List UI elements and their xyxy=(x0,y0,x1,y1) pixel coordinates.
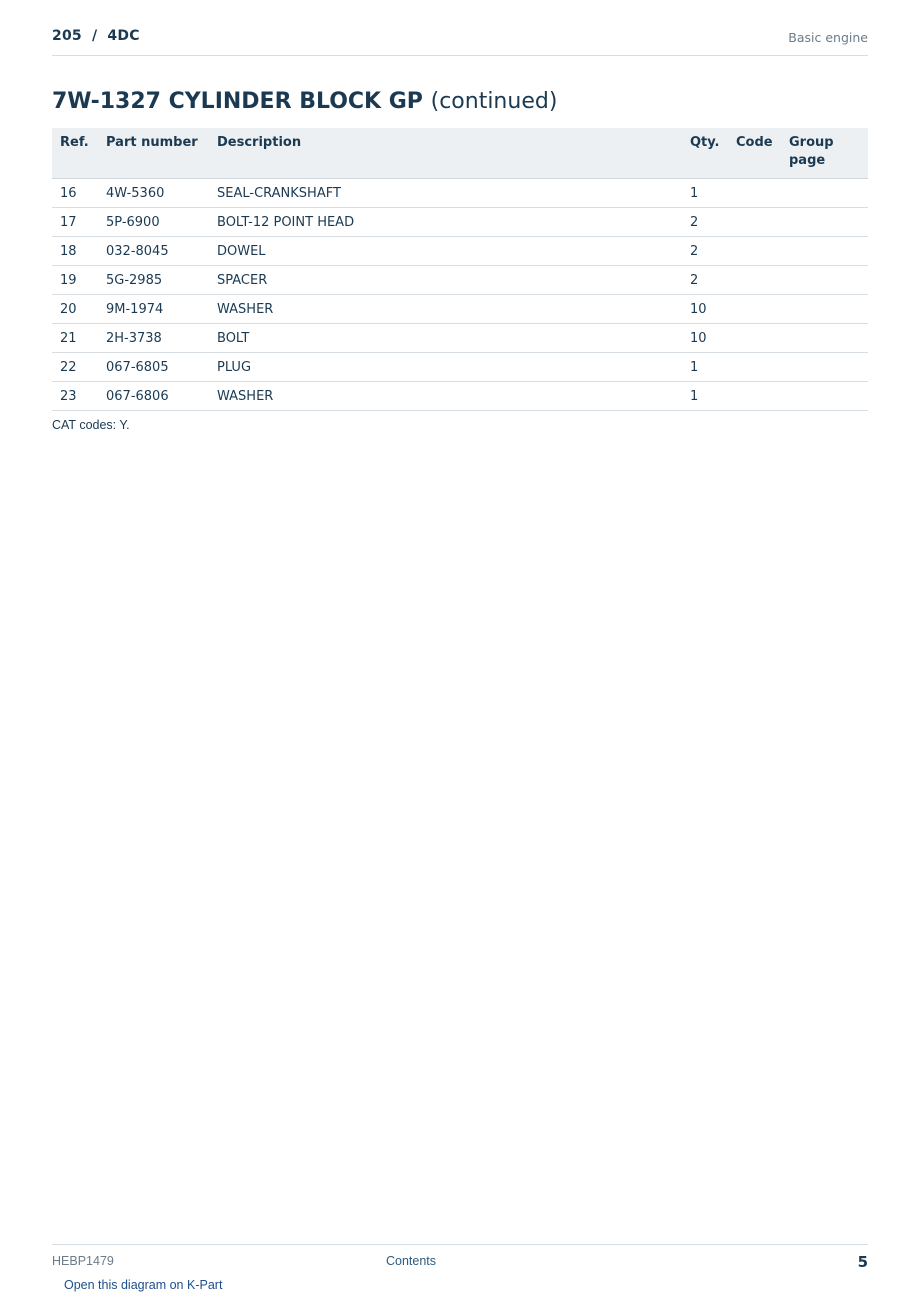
cell-ref: 19 xyxy=(52,266,98,295)
cell-group-page xyxy=(781,353,868,382)
table-row xyxy=(52,179,868,208)
cell-ref: 17 xyxy=(52,208,98,237)
cell-part-number: 5P-6900 xyxy=(98,208,209,237)
cell-description: SPACER xyxy=(209,266,682,295)
cell-ref: 16 xyxy=(52,179,98,208)
cell-ref: 22 xyxy=(52,353,98,382)
column-header-qty xyxy=(682,128,728,179)
cell-qty: 10 xyxy=(682,324,728,353)
cell-part-number: 9M-1974 xyxy=(98,295,209,324)
cell-code xyxy=(728,179,781,208)
table-row xyxy=(52,266,868,295)
cell-description: DOWEL xyxy=(209,237,682,266)
page-footer xyxy=(52,1244,868,1301)
section-breadcrumb: 205 / 4DC xyxy=(52,28,140,44)
parts-table xyxy=(52,128,868,411)
column-header-code: Code xyxy=(728,128,781,179)
cell-part-number: 5G-2985 xyxy=(98,266,209,295)
document-id: HEBP1479 xyxy=(52,1254,114,1268)
table-row xyxy=(52,237,868,266)
cell-qty: 2 xyxy=(682,208,728,237)
table-row xyxy=(52,382,868,411)
assembly-title: 7W-1327 CYLINDER BLOCK GP xyxy=(52,89,423,114)
cell-ref: 23 xyxy=(52,382,98,411)
cell-group-page xyxy=(781,208,868,237)
page-number: 5 xyxy=(857,1253,868,1271)
cell-code xyxy=(728,382,781,411)
cell-qty: 1 xyxy=(682,382,728,411)
cell-qty: 1 xyxy=(682,179,728,208)
column-header-part-number: Part number xyxy=(98,128,209,179)
table-row xyxy=(52,208,868,237)
cell-part-number: 032-8045 xyxy=(98,237,209,266)
column-header-group-page: Group page xyxy=(781,128,868,179)
cell-description: WASHER xyxy=(209,295,682,324)
cell-group-page xyxy=(781,237,868,266)
cell-part-number: 2H-3738 xyxy=(98,324,209,353)
contents-link[interactable]: Contents xyxy=(386,1254,437,1268)
cell-ref: 18 xyxy=(52,237,98,266)
cell-group-page xyxy=(781,324,868,353)
cell-description: SEAL-CRANKSHAFT xyxy=(209,179,682,208)
cell-qty: 10 xyxy=(682,295,728,324)
column-header-description: Description xyxy=(209,128,682,179)
cell-group-page xyxy=(781,382,868,411)
table-row xyxy=(52,353,868,382)
cell-part-number: 4W-5360 xyxy=(98,179,209,208)
cell-code xyxy=(728,324,781,353)
cell-group-page xyxy=(781,266,868,295)
cell-part-number: 067-6806 xyxy=(98,382,209,411)
open-kpart-link[interactable]: Open this diagram on K-Part xyxy=(64,1278,223,1292)
chapter-label: Basic engine xyxy=(788,30,868,45)
cell-qty: 2 xyxy=(682,237,728,266)
cat-codes-note: CAT codes: Y. xyxy=(52,418,130,432)
cell-description: WASHER xyxy=(209,382,682,411)
cell-part-number: 067-6805 xyxy=(98,353,209,382)
cell-group-page xyxy=(781,295,868,324)
page-title xyxy=(52,89,557,114)
table-row xyxy=(52,295,868,324)
cell-ref: 20 xyxy=(52,295,98,324)
table-row xyxy=(52,324,868,353)
cell-code xyxy=(728,266,781,295)
cell-qty: 2 xyxy=(682,266,728,295)
cell-code xyxy=(728,353,781,382)
cell-group-page xyxy=(781,179,868,208)
cell-description: BOLT-12 POINT HEAD xyxy=(209,208,682,237)
cell-ref: 21 xyxy=(52,324,98,353)
column-header-ref: Ref. xyxy=(52,128,98,179)
cell-description: PLUG xyxy=(209,353,682,382)
cell-description: BOLT xyxy=(209,324,682,353)
cell-code xyxy=(728,237,781,266)
qty-header-label: Qty. xyxy=(690,135,720,150)
cell-code xyxy=(728,208,781,237)
cell-qty: 1 xyxy=(682,353,728,382)
page-header xyxy=(52,28,868,56)
cell-code xyxy=(728,295,781,324)
table-header-row xyxy=(52,128,868,179)
continued-label: (continued) xyxy=(430,89,558,114)
